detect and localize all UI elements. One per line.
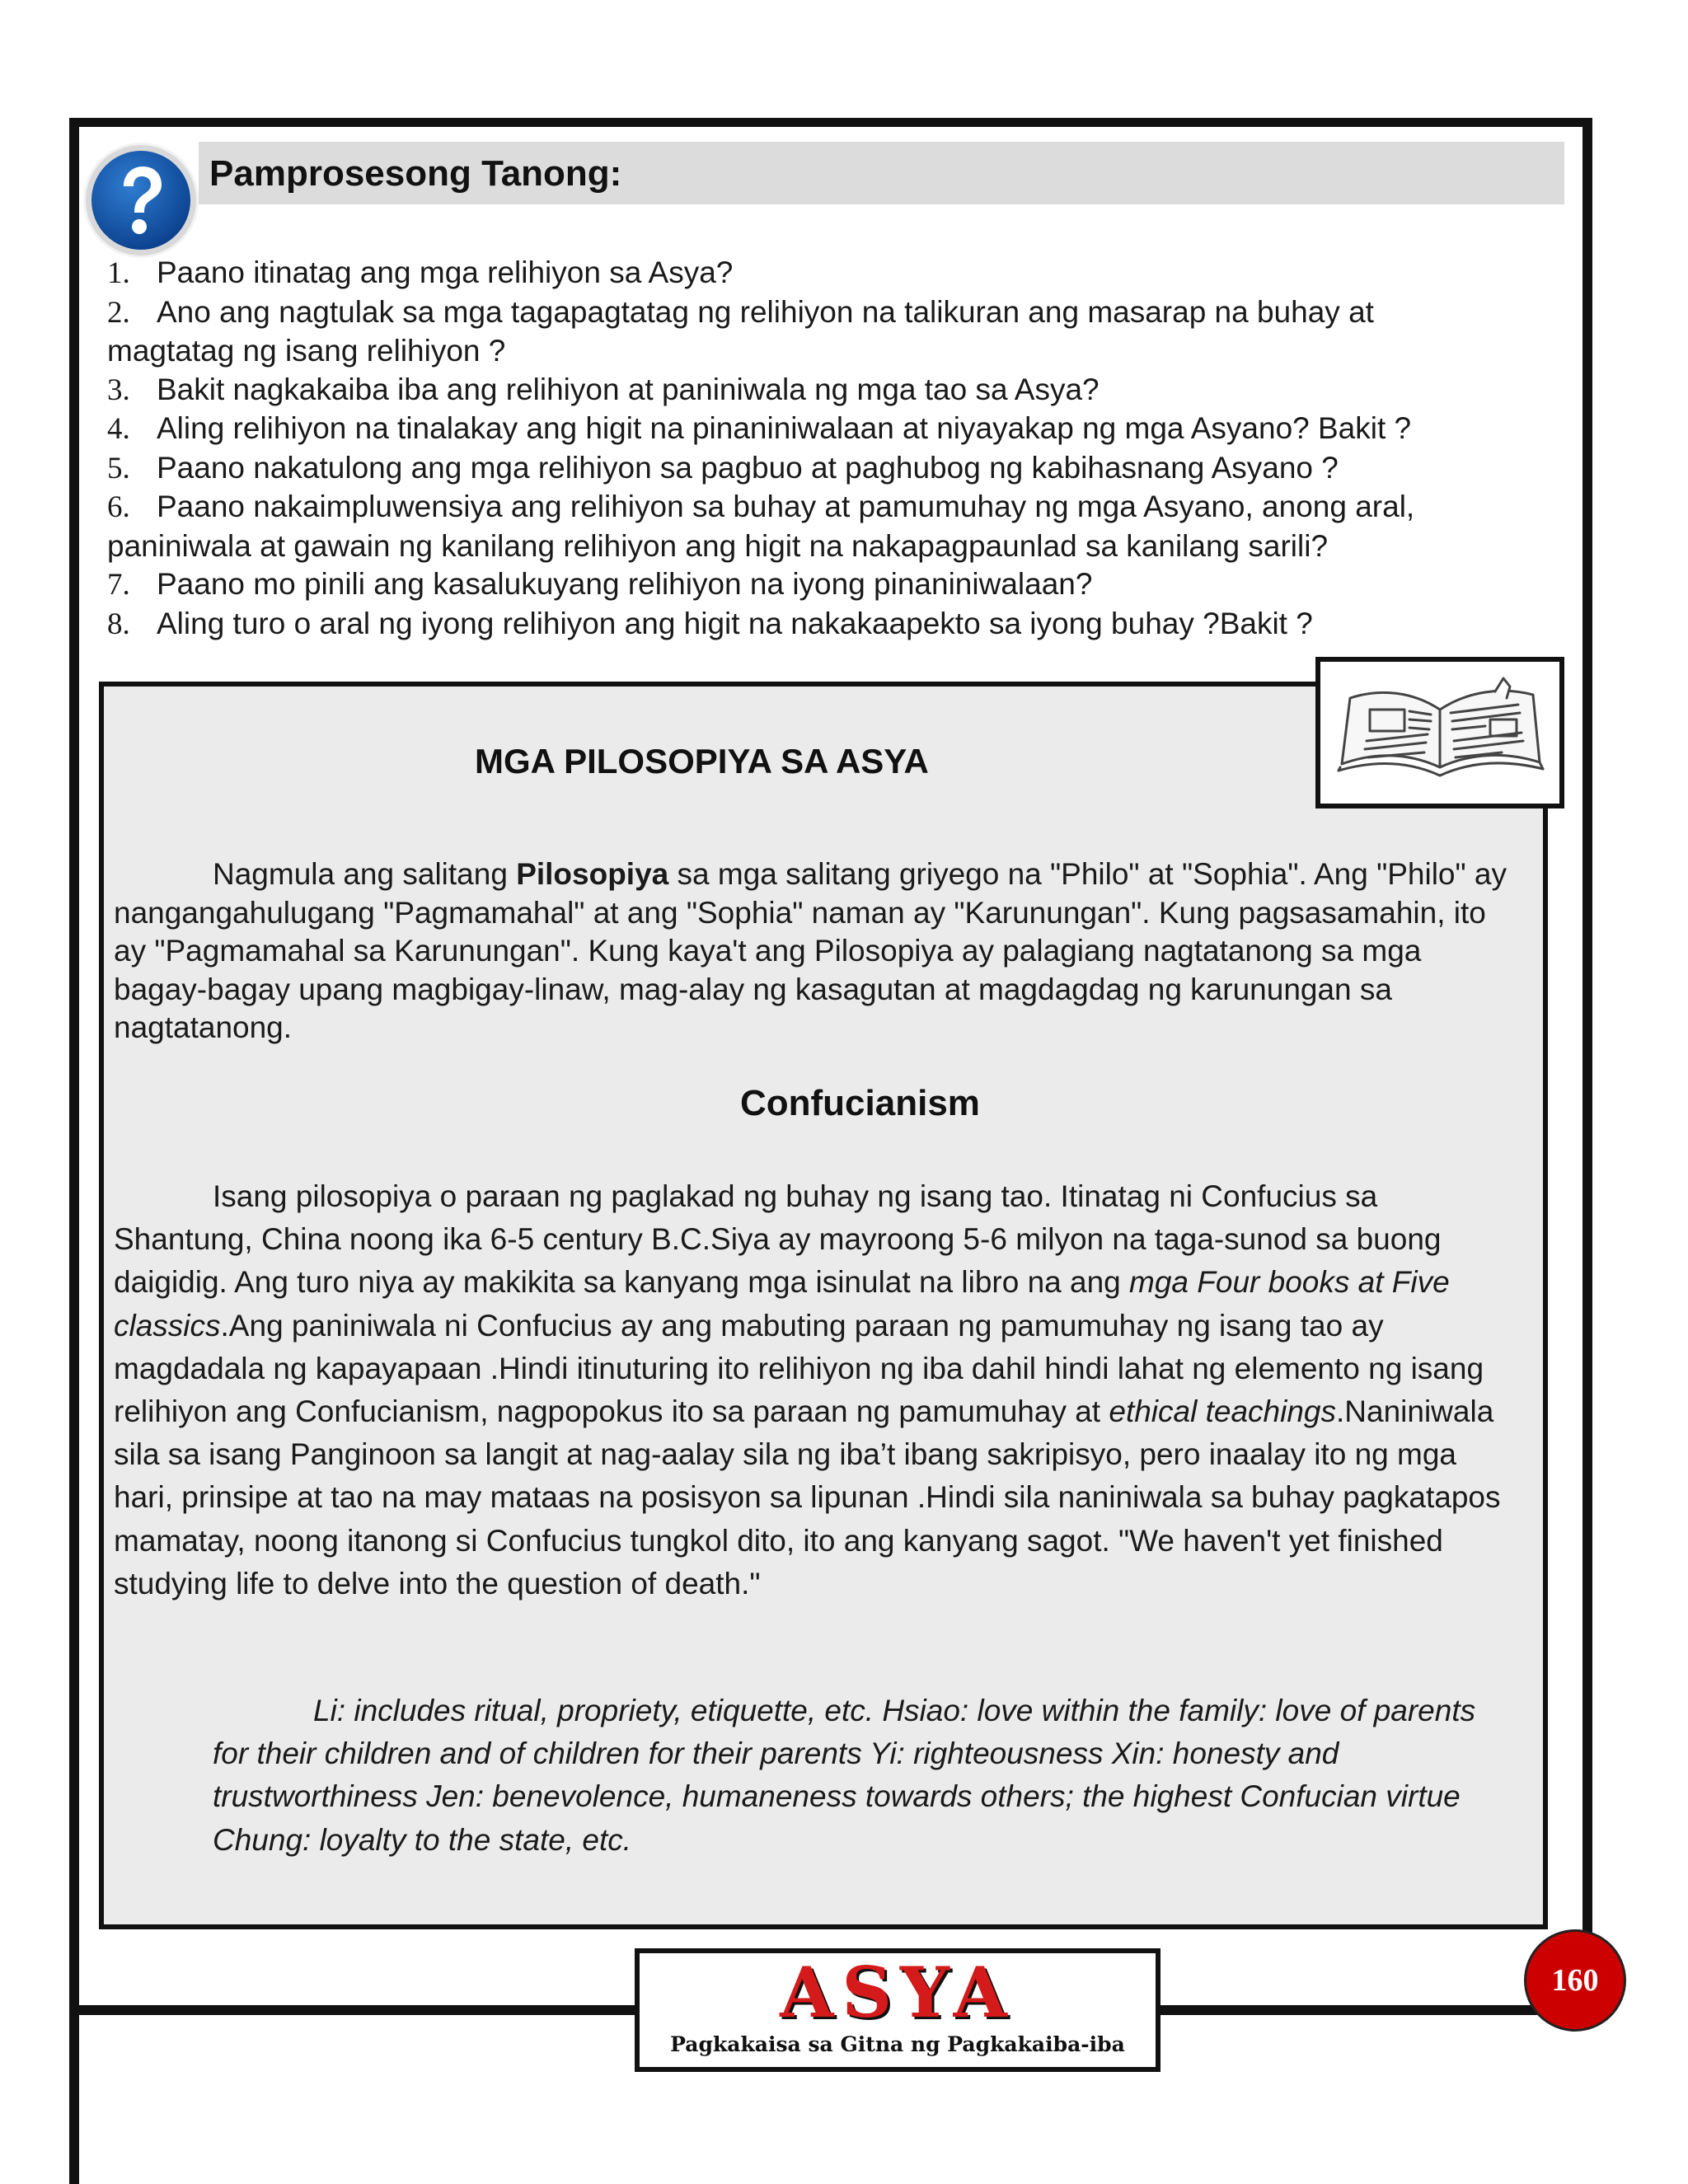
list-item — [107, 488, 1550, 565]
page-frame-right — [1582, 118, 1592, 2015]
list-item — [107, 371, 1550, 410]
virtues-paragraph — [213, 1690, 1505, 1862]
question-text: Paano nakaimpluwensiya ang relihiyon sa buhay at pamumuhay ng mga Asyano, anong aral, — [157, 490, 1415, 523]
question-text-continued: paniniwala at gawain ng kanilang relihiyon ang higit na nakapagpaunlad sa kanilang sarili? — [107, 528, 1329, 563]
question-text: Paano itinatag ang mga relihiyon sa Asya? — [157, 255, 734, 289]
question-number: 4. — [107, 412, 130, 446]
body-italic-books: mga Four books at Five classics — [114, 1265, 1450, 1343]
page-number-badge: 160 — [1526, 1932, 1624, 2029]
page-frame-left — [69, 118, 79, 2184]
question-number: 8. — [107, 607, 130, 641]
question-number: 3. — [107, 373, 130, 407]
list-item — [107, 293, 1550, 371]
list-item — [107, 254, 1550, 293]
subsection-title: Confucianism — [740, 1083, 980, 1123]
question-text: Ano ang nagtulak sa mga tagapagtatag ng relihiyon na talikuran ang masarap na buhay at — [157, 294, 1374, 329]
question-icon — [86, 145, 196, 255]
section-title: MGA PILOSOPIYA SA ASYA — [475, 742, 929, 780]
intro-text-start: Nagmula ang salitang — [213, 857, 517, 891]
question-text: Aling turo o aral ng iyong relihiyon ang higit na nakakaapekto sa iyong buhay ?Bakit ? — [157, 606, 1313, 640]
list-item — [107, 449, 1550, 489]
body-italic-ethics: ethical teachings — [1109, 1394, 1336, 1429]
body-text-part3: .Naniniwala sila sa isang Panginoon sa langit at nag-aalay sila ng iba’t ibang sakripisyo, pero inaalay ito ng mga hari, prinsipe at tao na may mataas na posisyon sa lipunan .Hindi sila naniniwala sa buhay pagkatapos mamatay, noong itanong si Confucius tungkol dito, ito ang kanyang sagot. "We haven't yet finished studying life to delve into the question of death." — [114, 1394, 1501, 1601]
question-text-continued: magtatag ng isang relihiyon ? — [107, 334, 506, 368]
question-number: 6. — [107, 490, 130, 524]
body-text-part2: .Ang paniniwala ni Confucius ay ang mabuting paraan ng pamumuhay ng isang tao ay magdadala ng kapayapaan .Hindi itinuturing ito relihiyon ng iba dahil hindi lahat ng elemento ng isang relihiyon ang Confucianism, nagpopokus ito sa paraan ng pamumuhay at — [114, 1308, 1484, 1429]
virtues-text: Li: includes ritual, propriety, etiquette, etc. Hsiao: love within the family: love of parents for their children and of children for their parents Yi: righteousness Xin: honesty and trustworthiness Jen: benevolence, humaneness towards others; the highest Confucian virtue Chung: loyalty to the state, etc. — [213, 1694, 1476, 1857]
question-list — [107, 254, 1550, 644]
body-text-part1: Isang pilosopiya o paraan ng paglakad ng buhay ng isang tao. Itinatag ni Confucius sa Shantung, China noong ika 6-5 century B.C.Siya ay mayroong 5-6 milyon na taga-sunod sa buong daigidig. Ang turo niya ay makikita sa kanyang mga isinulat na libro na ang — [114, 1179, 1442, 1300]
logo-subtitle: Pagkakaisa sa Gitna ng Pagkakaiba-iba — [670, 2032, 1125, 2056]
question-number: 5. — [107, 451, 130, 485]
intro-text-rest: sa mga salitang griyego na "Philo" at "Sophia". Ang "Philo" ay nangangahulugang "Pagmamahal" at ang "Sophia" naman ay "Karunungan". Kung pagsasamahin, ito ay "Pagmamahal sa Karunungan". Kung kaya't ang Pilosopiya ay palagiang nagtatanong sa mga bagay-bagay upang magbigay-linaw, mag-alay ng kasagutan at magdagdag ng karunungan sa nagtatanong. — [114, 857, 1507, 1044]
confucianism-paragraph — [114, 1175, 1515, 1605]
question-text: Paano mo pinili ang kasalukuyang relihiyon na iyong pinaniniwalaan? — [157, 567, 1093, 601]
list-item — [107, 565, 1550, 605]
question-number: 1. — [107, 256, 130, 290]
logo-word: ASYA — [780, 1952, 1015, 2033]
intro-bold-term: Pilosopiya — [516, 857, 669, 891]
question-text: Bakit nagkakaiba iba ang relihiyon at paniniwala ng mga tao sa Asya? — [157, 372, 1100, 406]
question-number: 7. — [107, 568, 130, 602]
asya-logo — [635, 1948, 1160, 2072]
page-frame-top — [69, 118, 1592, 127]
header-title: Pamprosesong Tanong: — [209, 153, 622, 194]
list-item — [107, 410, 1550, 449]
list-item — [107, 605, 1550, 644]
intro-paragraph — [114, 855, 1515, 1047]
question-text: Aling relihiyon na tinalakay ang higit na pinaniniwalaan at niyayakap ng mga Asyano? Bakit ? — [157, 411, 1412, 445]
question-number: 2. — [107, 295, 130, 330]
open-book-icon — [1315, 657, 1564, 808]
question-text: Paano nakatulong ang mga relihiyon sa pagbuo at paghubog ng kabihasnang Asyano ? — [157, 450, 1339, 485]
